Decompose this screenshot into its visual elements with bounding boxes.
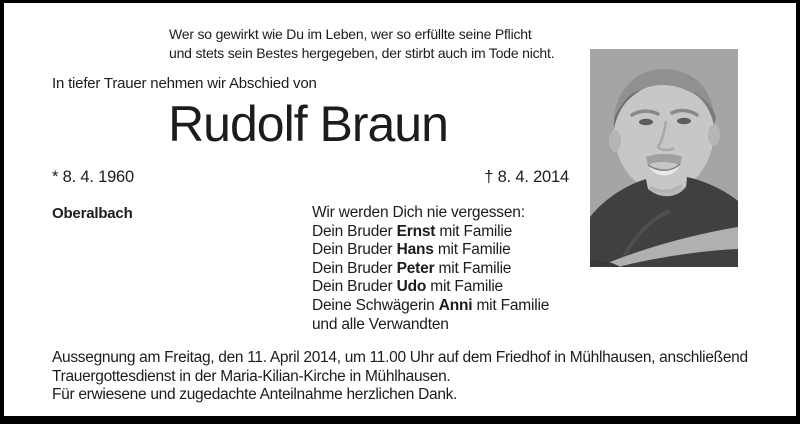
place-name: Oberalbach xyxy=(52,205,133,222)
mourner-line: und alle Verwandten xyxy=(312,315,449,333)
funeral-line: Für erwiesene und zugedachte Anteilnahme herzlichen Dank. xyxy=(52,386,458,404)
mourner-line: Dein Bruder Ernst mit Familie xyxy=(312,222,513,240)
portrait-photo xyxy=(590,49,738,267)
birth-date: * 8. 4. 1960 xyxy=(52,168,135,186)
funeral-line: Trauergottesdienst in der Maria-Kilian-Kirche in Mühlhausen. xyxy=(52,367,451,385)
mourner-line: Dein Bruder Hans mit Familie xyxy=(312,241,511,259)
epitaph-line-1: Wer so gewirkt wie Du im Leben, wer so erfüllte seine Pflicht xyxy=(169,26,532,42)
epitaph-line-2: und stets sein Bestes hergegeben, der stirbt auch im Tode nicht. xyxy=(169,45,555,61)
obituary-notice xyxy=(4,3,796,416)
dates-row xyxy=(52,168,569,187)
death-date: † 8. 4. 2014 xyxy=(484,168,569,186)
mourners-block xyxy=(312,204,549,334)
deceased-name: Rudolf Braun xyxy=(168,96,448,152)
mourner-line: Deine Schwägerin Anni mit Familie xyxy=(312,296,550,314)
mourners-list xyxy=(312,223,549,335)
intro-line: In tiefer Trauer nehmen wir Abschied von xyxy=(52,75,317,92)
funeral-info xyxy=(52,349,748,405)
mourner-line: Dein Bruder Udo mit Familie xyxy=(312,278,503,296)
mourners-heading: Wir werden Dich nie vergessen: xyxy=(312,204,525,221)
epitaph-quote xyxy=(169,25,554,63)
funeral-line: Aussegnung am Freitag, den 11. April 2014, um 11.00 Uhr auf dem Friedhof in Mühlhausen, anschließend xyxy=(52,349,748,366)
mourner-line: Dein Bruder Peter mit Familie xyxy=(312,259,512,277)
